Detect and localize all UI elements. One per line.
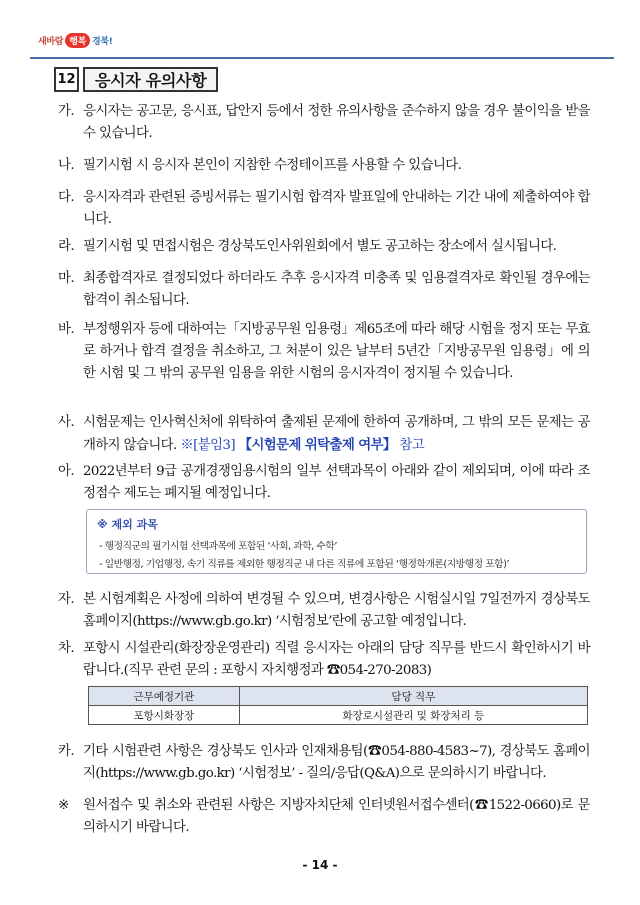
item-marker: 차.	[58, 641, 74, 656]
item-text: 원서접수 및 취소와 관련된 사항은 지방자치단체 인터넷원서접수센터(☎1522-0660)로 문의하시기 바랍니다.	[83, 798, 590, 835]
ref-title: 【시험문제 위탁출제 여부】	[238, 437, 396, 453]
duty-table	[88, 686, 588, 725]
notice-item-da	[58, 187, 590, 231]
logo-suffix: 경북!	[91, 37, 113, 47]
excluded-subjects-box	[86, 509, 587, 574]
section-heading	[54, 67, 218, 92]
cell-agency: 포항시화장장	[89, 706, 240, 725]
item-text: 최종합격자로 결정되었다 하더라도 추후 응시자격 미충족 및 임용결격자로 확인될 경우에는 합격이 취소됩니다.	[83, 271, 590, 308]
item-text: 응시자격과 관련된 증빙서류는 필기시험 합격자 발표일에 안내하는 기간 내에 제출하여야 합니다.	[83, 190, 590, 227]
excluded-line: - 행정직군의 필기시험 선택과목에 포함된 ‘사회, 과학, 수학’	[99, 541, 337, 552]
ref-attachment: [붙임3]	[193, 438, 235, 453]
logo-prefix: 새바람	[38, 37, 64, 47]
notice-item-ja	[58, 589, 590, 633]
header-cell-agency: 근무예정기관	[89, 687, 240, 706]
section-title: 응시자 유의사항	[83, 67, 218, 92]
gyeongbuk-logo	[30, 26, 140, 54]
notice-item-ba	[58, 319, 590, 385]
ref-tail: 참고	[399, 438, 425, 453]
notice-item-ga	[58, 101, 590, 145]
item-marker: 가.	[58, 104, 74, 119]
cell-duty: 화장로시설관리 및 화장처리 등	[239, 706, 587, 725]
table-header-row	[89, 687, 588, 706]
item-marker: 아.	[58, 464, 74, 479]
item-text: 기타 시험관련 사항은 경상북도 인사과 인재채용팀(☎054-880-4583~7), 경상북도 홈페이지(https://www.gb.go.kr) ‘시험정보’ - 질의/응답(Q&A)으로 문의하시기 바랍니다.	[83, 744, 590, 781]
notice-item-na	[58, 155, 590, 177]
excluded-line: - 일반행정, 기업행정, 속기 직류를 제외한 행정직군 내 다른 직류에 포함된 ‘행정학개론(지방행정 포함)’	[99, 559, 510, 570]
item-text: 포항시 시설관리(화장장운영관리) 직렬 응시자는 아래의 담당 직무를 반드시 확인하시기 바랍니다.(직무 관련 문의 : 포항시 자치행정과 ☎054-270-2083)	[83, 641, 590, 678]
notice-item-ka	[58, 741, 590, 785]
notice-item-sa	[58, 412, 590, 457]
notice-item-a	[58, 461, 590, 505]
item-marker: 마.	[58, 271, 74, 286]
item-text: 본 시험계획은 사정에 의하여 변경될 수 있으며, 변경사항은 시험실시일 7일전까지 경상북도 홈페이지(https://www.gb.go.kr) ‘시험정보’란에 공고할 예정입니다.	[83, 592, 590, 629]
item-marker: ※	[58, 798, 69, 813]
header-rule	[30, 57, 614, 59]
notice-item-ma	[58, 268, 590, 312]
item-text: 필기시험 시 응시자 본인이 지참한 수정테이프를 사용할 수 있습니다.	[83, 158, 462, 173]
item-marker: 다.	[58, 190, 74, 205]
item-text: 필기시험 및 면접시험은 경상북도인사위원회에서 별도 공고하는 장소에서 실시됩니다.	[83, 239, 557, 254]
section-number: 12	[54, 67, 79, 92]
excluded-box-title: ※ 제외 과목	[97, 518, 158, 531]
item-marker: 나.	[58, 158, 74, 173]
item-marker: 자.	[58, 592, 74, 607]
item-marker: 바.	[58, 322, 74, 337]
notice-item-ra	[58, 236, 590, 258]
table-row	[89, 706, 588, 725]
item-marker: 라.	[58, 239, 74, 254]
item-text: 부정행위자 등에 대하여는「지방공무원 임용령」제65조에 따라 해당 시험을 정지 또는 무효로 하거나 합격 결정을 취소하고, 그 처분이 있은 날부터 5년간「지방공무원 임용령」에 의한 시험 및 그 밖의 공무원 임용을 위한 시험의 응시자격이 정지될 수 있습니다.	[83, 322, 590, 381]
item-text: 2022년부터 9급 공개경쟁임용시험의 일부 선택과목이 아래와 같이 제외되며, 이에 따라 조정점수 제도는 폐지될 예정입니다.	[83, 464, 590, 501]
notice-item-note	[58, 795, 590, 839]
header-cell-duty: 담당 직무	[239, 687, 587, 706]
item-text: 시험문제는 인사혁신처에 위탁하여 출제된 문제에 한하여 공개하며, 그 밖의 모든 문제는 공개하지 않습니다.	[83, 415, 590, 453]
page-number: - 14 -	[302, 858, 338, 872]
notice-item-cha	[58, 638, 590, 682]
ref-mark: ※	[180, 438, 194, 453]
logo-heart-badge: 행복	[65, 33, 90, 48]
item-marker: 사.	[58, 415, 74, 430]
item-marker: 카.	[58, 744, 74, 759]
item-text: 응시자는 공고문, 응시표, 답안지 등에서 정한 유의사항을 준수하지 않을 경우 불이익을 받을 수 있습니다.	[83, 104, 590, 141]
